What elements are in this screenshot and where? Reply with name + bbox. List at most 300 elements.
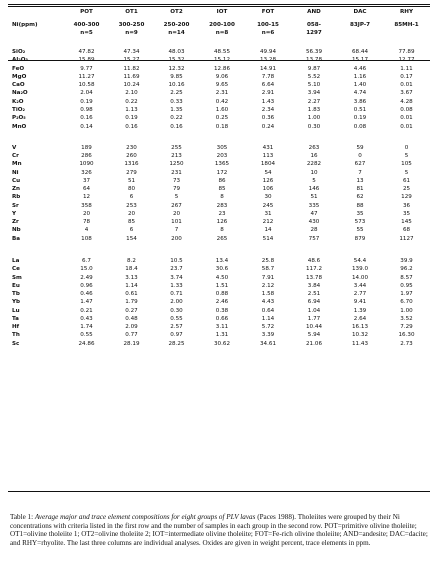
value-cell: 11.27 xyxy=(78,73,95,80)
element-label: P₂O₅ xyxy=(12,115,26,122)
element-label: CaO xyxy=(12,82,25,89)
value-cell: 0.08 xyxy=(400,106,413,113)
caption-title: Average major and trace element compositions for eight groups of PLV lavas xyxy=(34,513,256,521)
value-cell: 879 xyxy=(354,235,366,242)
value-cell: 145 xyxy=(401,219,412,226)
value-cell: 30 xyxy=(264,194,272,201)
value-cell: 0.27 xyxy=(125,307,138,314)
value-cell: 4.43 xyxy=(261,299,275,306)
value-cell: 78 xyxy=(82,219,91,226)
element-label: Al₂O₃ xyxy=(12,57,28,64)
value-cell: 77.89 xyxy=(398,49,415,56)
value-cell: 260 xyxy=(126,153,137,160)
value-cell: 1127 xyxy=(399,235,414,242)
value-cell: 1316 xyxy=(124,161,139,168)
value-cell: 59 xyxy=(356,144,364,151)
value-cell: 11.82 xyxy=(123,65,140,72)
value-cell: 358 xyxy=(81,202,92,209)
element-label: Eu xyxy=(12,282,20,289)
value-cell: 15.0 xyxy=(80,266,93,273)
value-cell: 28.25 xyxy=(168,340,185,347)
value-cell: 14 xyxy=(264,227,272,234)
value-cell: 263 xyxy=(308,144,320,151)
value-cell: 10.16 xyxy=(168,82,185,89)
value-cell: 1.16 xyxy=(353,73,367,80)
value-cell: 10.44 xyxy=(305,324,322,331)
value-cell: 1365 xyxy=(214,161,230,168)
value-cell: 0.25 xyxy=(215,115,229,122)
value-cell: 0.18 xyxy=(215,123,229,130)
value-cell: 200 xyxy=(171,235,182,242)
data-row xyxy=(8,123,430,131)
value-cell: 1.14 xyxy=(261,315,275,322)
column-header: AND xyxy=(307,9,321,16)
sample-count-row xyxy=(8,30,430,38)
value-cell: 2.64 xyxy=(353,315,367,322)
value-cell: 8.2 xyxy=(127,257,136,264)
value-cell: 3.67 xyxy=(400,90,413,97)
value-cell: 5.94 xyxy=(307,332,321,339)
data-row xyxy=(8,340,430,348)
value-cell: 31 xyxy=(264,210,272,217)
value-cell: 3.84 xyxy=(307,282,321,289)
ni-range: 058- xyxy=(307,21,321,28)
value-cell: 86 xyxy=(218,177,226,184)
element-label: Sr xyxy=(12,202,19,209)
value-cell: 0.19 xyxy=(353,115,367,122)
value-cell: 1.31 xyxy=(215,332,229,339)
value-cell: 47.82 xyxy=(78,49,95,56)
value-cell: 14.00 xyxy=(351,274,368,281)
value-cell: 2.51 xyxy=(307,291,321,298)
value-cell: 0.95 xyxy=(400,282,413,289)
value-cell: 23.7 xyxy=(170,266,183,273)
value-cell: 627 xyxy=(354,161,366,168)
value-cell: 305 xyxy=(216,144,228,151)
value-cell: 1.11 xyxy=(400,65,413,72)
value-cell: 13 xyxy=(356,177,364,184)
data-row xyxy=(8,57,430,65)
value-cell: 1.51 xyxy=(215,282,229,289)
value-cell: 25 xyxy=(402,186,411,193)
value-cell: 279 xyxy=(126,169,137,176)
data-row xyxy=(8,202,430,210)
data-row xyxy=(8,161,430,169)
value-cell: 126 xyxy=(262,177,274,184)
value-cell: 2.25 xyxy=(170,90,183,97)
value-cell: 20 xyxy=(172,210,181,217)
value-cell: 2.91 xyxy=(261,90,275,97)
value-cell: 18.4 xyxy=(125,266,138,273)
value-cell: 6 xyxy=(129,227,134,234)
value-cell: 13.78 xyxy=(305,274,322,281)
ni-range: 85MH-1 xyxy=(394,21,419,28)
value-cell: 2.73 xyxy=(400,340,413,347)
column-header-row xyxy=(8,9,430,17)
value-cell: 79 xyxy=(172,186,181,193)
value-cell: 3.94 xyxy=(307,90,321,97)
value-cell: 230 xyxy=(126,144,137,151)
value-cell: 0.14 xyxy=(80,123,93,130)
value-cell: 105 xyxy=(401,161,412,168)
value-cell: 6 xyxy=(129,194,134,201)
value-cell: 430 xyxy=(308,219,320,226)
value-cell: 2.27 xyxy=(307,98,321,105)
value-cell: 1804 xyxy=(260,161,276,168)
data-row xyxy=(8,227,430,235)
value-cell: 68.44 xyxy=(351,49,368,56)
element-label: MnO xyxy=(12,123,27,130)
bottom-rule xyxy=(8,491,430,492)
value-cell: 0.51 xyxy=(353,106,367,113)
value-cell: 64 xyxy=(82,186,91,193)
value-cell: 51 xyxy=(127,177,136,184)
element-label: V xyxy=(12,144,17,151)
data-row xyxy=(8,266,430,274)
value-cell: 335 xyxy=(308,202,320,209)
spacer-row xyxy=(8,38,430,49)
value-cell: 58.7 xyxy=(261,266,275,273)
value-cell: 2.31 xyxy=(215,90,229,97)
column-header: POT xyxy=(80,9,93,16)
value-cell: 5 xyxy=(404,153,409,160)
value-cell: 431 xyxy=(262,144,274,151)
value-cell: 15.27 xyxy=(123,57,140,64)
value-cell: 203 xyxy=(216,153,228,160)
value-cell: 2.49 xyxy=(80,274,93,281)
element-label: Y xyxy=(12,210,17,217)
column-header: OT1 xyxy=(125,9,138,16)
value-cell: 55 xyxy=(356,227,364,234)
value-cell: 4.50 xyxy=(215,274,229,281)
value-cell: 35 xyxy=(356,210,364,217)
value-cell: 7.78 xyxy=(261,73,275,80)
value-cell: 5 xyxy=(312,177,316,184)
data-row xyxy=(8,153,430,161)
value-cell: 0.22 xyxy=(125,98,138,105)
value-cell: 9.65 xyxy=(215,82,229,89)
composition-table xyxy=(8,0,430,349)
data-row xyxy=(8,274,430,282)
data-row xyxy=(8,98,430,106)
value-cell: 9.87 xyxy=(307,65,321,72)
value-cell: 11.69 xyxy=(123,73,140,80)
element-label: Lu xyxy=(12,307,20,314)
value-cell: 20 xyxy=(82,210,91,217)
value-cell: 0.64 xyxy=(261,307,275,314)
value-cell: 146 xyxy=(308,186,320,193)
caption-label: Table 1: xyxy=(10,513,34,521)
value-cell: 0 xyxy=(404,144,409,151)
value-cell: 0.08 xyxy=(353,123,367,130)
value-cell: 15.32 xyxy=(168,57,185,64)
spacer-row xyxy=(8,131,430,144)
value-cell: 7 xyxy=(174,227,179,234)
element-label: Na₂O xyxy=(12,90,28,97)
data-row xyxy=(8,299,430,307)
value-cell: 0.55 xyxy=(80,332,93,339)
value-cell: 20 xyxy=(127,210,136,217)
data-row xyxy=(8,219,430,227)
data-row xyxy=(8,169,430,177)
value-cell: 8.57 xyxy=(400,274,413,281)
value-cell: 2.00 xyxy=(170,299,183,306)
value-cell: 11.43 xyxy=(351,340,368,347)
column-header: OT2 xyxy=(170,9,183,16)
value-cell: 2282 xyxy=(306,161,322,168)
value-cell: 245 xyxy=(262,202,274,209)
value-cell: 5.10 xyxy=(307,82,321,89)
data-row xyxy=(8,332,430,340)
value-cell: 21.06 xyxy=(305,340,322,347)
value-cell: 154 xyxy=(126,235,137,242)
element-label: Sc xyxy=(12,340,20,347)
value-cell: 1.77 xyxy=(307,315,321,322)
value-cell: 80 xyxy=(127,186,136,193)
ni-range: 83JP-7 xyxy=(349,21,371,28)
value-cell: 0.24 xyxy=(261,123,275,130)
element-label: Rb xyxy=(12,194,21,201)
sample-count: n=9 xyxy=(125,29,138,36)
element-label: Zn xyxy=(12,186,21,193)
element-label: Ba xyxy=(12,235,21,242)
value-cell: 1.43 xyxy=(261,98,275,105)
value-cell: 1.35 xyxy=(170,106,183,113)
value-cell: 0.88 xyxy=(215,291,229,298)
value-cell: 6.64 xyxy=(261,82,275,89)
value-cell: 62 xyxy=(356,194,364,201)
data-row xyxy=(8,291,430,299)
element-label: Th xyxy=(12,332,20,339)
data-row xyxy=(8,178,430,186)
value-cell: 0.66 xyxy=(215,315,229,322)
element-label: Ta xyxy=(12,315,19,322)
value-cell: 0.98 xyxy=(80,106,93,113)
value-cell: 0.55 xyxy=(170,315,183,322)
value-cell: 0.17 xyxy=(400,73,413,80)
value-cell: 3.13 xyxy=(125,274,138,281)
value-cell: 2.57 xyxy=(170,324,183,331)
spacer-row xyxy=(8,0,430,9)
value-cell: 1.40 xyxy=(353,82,367,89)
value-cell: 6.7 xyxy=(82,257,91,264)
value-cell: 3.44 xyxy=(353,282,367,289)
element-label: Tb xyxy=(12,291,20,298)
element-label: Ni xyxy=(12,169,19,176)
value-cell: 0.01 xyxy=(400,123,413,130)
value-cell: 15.12 xyxy=(213,57,230,64)
value-cell: 5.72 xyxy=(261,324,275,331)
value-cell: 54 xyxy=(264,169,272,176)
value-cell: 0.42 xyxy=(215,98,229,105)
element-label: SiO₂ xyxy=(12,49,26,56)
value-cell: 6.94 xyxy=(307,299,321,306)
value-cell: 129 xyxy=(401,194,412,201)
sample-count xyxy=(383,30,430,38)
data-row xyxy=(8,282,430,290)
value-cell: 2.09 xyxy=(125,324,138,331)
value-cell: 3.86 xyxy=(353,98,367,105)
value-cell: 139.0 xyxy=(351,266,368,273)
value-cell: 213 xyxy=(171,153,182,160)
value-cell: 48.03 xyxy=(168,49,185,56)
value-cell: 88 xyxy=(356,202,364,209)
value-cell: 573 xyxy=(354,219,366,226)
value-cell: 2.10 xyxy=(125,90,138,97)
data-row xyxy=(8,49,430,57)
ni-range: 400-300 xyxy=(73,21,100,28)
value-cell: 9.77 xyxy=(80,65,93,72)
ni-criteria-row xyxy=(8,21,430,29)
element-label: Yb xyxy=(12,299,21,306)
sample-count: n=14 xyxy=(168,29,185,36)
element-label: FeO xyxy=(12,65,25,72)
value-cell: 1.14 xyxy=(125,282,138,289)
element-label: Mn xyxy=(12,161,22,168)
value-cell: 0.19 xyxy=(125,115,138,122)
value-cell: 12.32 xyxy=(168,65,185,72)
value-cell: 0.96 xyxy=(80,282,93,289)
value-cell: 37 xyxy=(82,177,91,184)
value-cell: 113 xyxy=(262,153,274,160)
value-cell: 1.74 xyxy=(80,324,93,331)
value-cell: 0.71 xyxy=(170,291,183,298)
data-row xyxy=(8,235,430,243)
value-cell: 39.9 xyxy=(400,257,413,264)
table-caption xyxy=(10,513,430,547)
ni-range: 100-15 xyxy=(257,21,279,28)
value-cell: 267 xyxy=(171,202,182,209)
sample-count: 1297 xyxy=(306,29,322,36)
value-cell: 189 xyxy=(81,144,92,151)
value-cell: 13.28 xyxy=(259,57,276,64)
data-row xyxy=(8,316,430,324)
value-cell: 1.33 xyxy=(170,282,183,289)
value-cell: 1.83 xyxy=(307,106,321,113)
value-cell: 16.30 xyxy=(398,332,415,339)
ni-range: 250-200 xyxy=(163,21,190,28)
value-cell: 68 xyxy=(402,227,411,234)
value-cell: 0.61 xyxy=(125,291,138,298)
value-cell: 9.41 xyxy=(353,299,367,306)
value-cell: 255 xyxy=(171,144,182,151)
value-cell: 47 xyxy=(310,210,318,217)
value-cell: 10.32 xyxy=(351,332,368,339)
value-cell: 0.16 xyxy=(170,123,183,130)
value-cell: 117.2 xyxy=(305,266,322,273)
value-cell: 0.36 xyxy=(261,115,275,122)
value-cell: 28.19 xyxy=(123,340,140,347)
value-cell: 326 xyxy=(81,169,92,176)
value-cell: 34.61 xyxy=(259,340,276,347)
value-cell: 2.12 xyxy=(261,282,275,289)
value-cell: 0.38 xyxy=(215,307,229,314)
value-cell: 61 xyxy=(402,177,411,184)
value-cell: 231 xyxy=(171,169,182,176)
value-cell: 30.62 xyxy=(213,340,230,347)
value-cell: 10.58 xyxy=(78,82,95,89)
value-cell: 5 xyxy=(404,169,409,176)
element-label: Zr xyxy=(12,219,19,226)
value-cell: 0.43 xyxy=(80,315,93,322)
value-cell: 12.77 xyxy=(398,57,415,64)
value-cell: 4.28 xyxy=(400,98,413,105)
ni-range: 200-100 xyxy=(209,21,235,28)
value-cell: 1090 xyxy=(79,161,94,168)
value-cell: 286 xyxy=(81,153,92,160)
value-cell: 2.34 xyxy=(261,106,275,113)
element-label: MgO xyxy=(12,73,27,80)
data-row xyxy=(8,107,430,115)
data-row xyxy=(8,324,430,332)
value-cell: 1.00 xyxy=(400,307,413,314)
data-row xyxy=(8,194,430,202)
header-blank xyxy=(8,9,64,17)
element-label: Sm xyxy=(12,274,22,281)
value-cell: 126 xyxy=(216,219,228,226)
value-cell: 2.04 xyxy=(80,90,93,97)
value-cell: 30.6 xyxy=(215,266,229,273)
caption-body: (Paces 1988). Tholeiites were grouped by their Ni concentrations with criteria listed in the first row and the number of samples in each group in the second row. POT=primitive olivine tholeiite; OT1=olivine tholeiite 1; OT2=olivine tholeiite 2; IOT=intermediate olivine tholeiite; FOT=Fe-rich olivine tholeiite; AND=andesite; DAC=dacite; and RHY=rhyolite. The last three columns are individual analyses. Oxides are given in weight percent, trace elements in ppm. xyxy=(10,513,428,547)
value-cell: 0.30 xyxy=(170,307,183,314)
value-cell: 253 xyxy=(126,202,137,209)
value-cell: 4.46 xyxy=(353,65,367,72)
value-cell: 0.21 xyxy=(80,307,93,314)
value-cell: 0.19 xyxy=(80,98,93,105)
value-cell: 8 xyxy=(220,227,224,234)
value-cell: 7.29 xyxy=(400,324,413,331)
element-label: TiO₂ xyxy=(12,106,25,113)
value-cell: 54.4 xyxy=(353,257,367,264)
spacer-row xyxy=(8,244,430,258)
value-cell: 1.04 xyxy=(307,307,321,314)
value-cell: 1.00 xyxy=(307,115,321,122)
value-cell: 56.39 xyxy=(305,49,322,56)
sample-count: n=6 xyxy=(261,29,275,36)
value-cell: 48.55 xyxy=(213,49,230,56)
value-cell: 9.85 xyxy=(170,73,183,80)
value-cell: 212 xyxy=(262,219,274,226)
data-row xyxy=(8,90,430,98)
value-cell: 5 xyxy=(174,194,179,201)
sample-count: n=8 xyxy=(215,29,229,36)
value-cell: 8 xyxy=(220,194,224,201)
value-cell: 28 xyxy=(310,227,318,234)
value-cell: 0.48 xyxy=(125,315,138,322)
value-cell: 0.97 xyxy=(170,332,183,339)
value-cell: 0.33 xyxy=(170,98,183,105)
data-row xyxy=(8,144,430,152)
value-cell: 265 xyxy=(216,235,228,242)
value-cell: 7.91 xyxy=(261,274,275,281)
ni-label: Ni(ppm) xyxy=(12,21,38,28)
value-cell: 2.46 xyxy=(215,299,229,306)
sample-count xyxy=(337,30,383,38)
data-row xyxy=(8,74,430,82)
value-cell: 0 xyxy=(358,153,362,160)
value-cell: 10 xyxy=(310,169,318,176)
value-cell: 101 xyxy=(171,219,182,226)
value-cell: 4.74 xyxy=(353,90,367,97)
data-row xyxy=(8,82,430,90)
value-cell: 9.06 xyxy=(215,73,229,80)
data-row xyxy=(8,115,430,123)
value-cell: 514 xyxy=(262,235,274,242)
count-blank xyxy=(8,30,64,38)
value-cell: 3.52 xyxy=(400,315,413,322)
data-row xyxy=(8,211,430,219)
value-cell: 0.30 xyxy=(307,123,321,130)
